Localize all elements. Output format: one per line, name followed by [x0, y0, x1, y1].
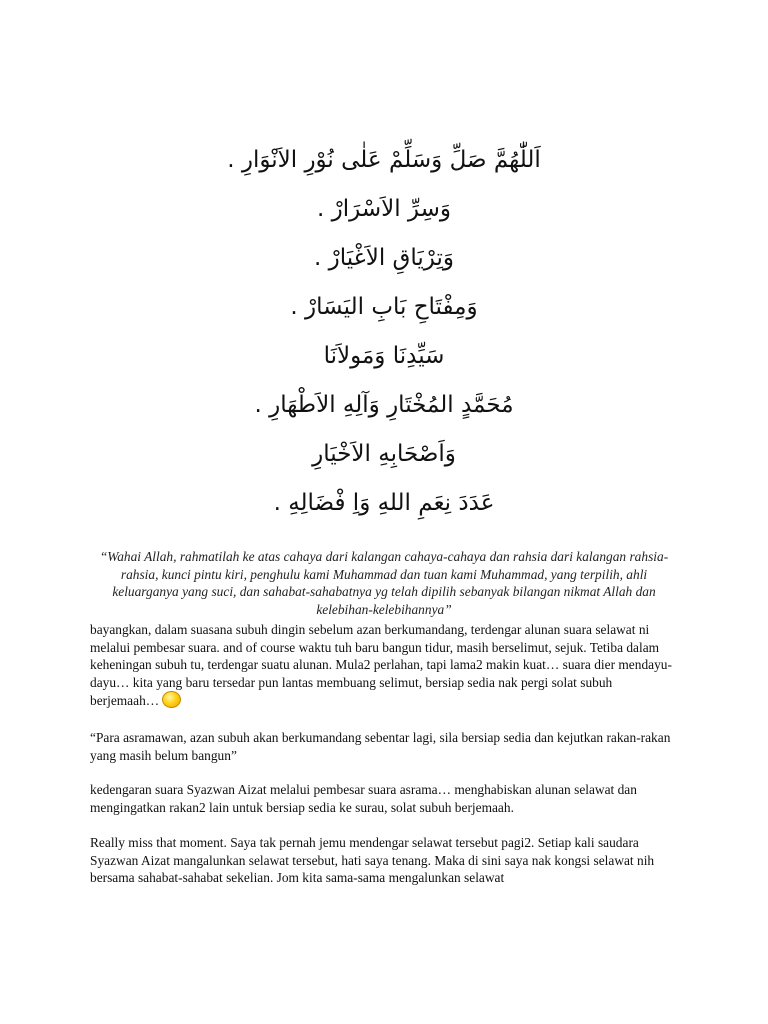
arabic-line-2: وَسِرِّ الاَسْرَارْ . — [317, 196, 451, 222]
arabic-line-5: سَيِّدِنَا وَمَولاَنَا — [323, 343, 445, 369]
malay-translation: “Wahai Allah, rahmatilah ke atas cahaya dari kalangan cahaya-cahaya dan rahsia dari kalangan rahsia-rahsia, kunci pintu kiri, penghulu kami Muhammad dan tuan kami Muhammad, yang terpilih, ahli keluarganya yang suci, dan sahabat-sahabatnya yg telah dipilih sebanyak bilangan nikmat Allah dan kelebihan-kelebihannya” — [99, 549, 669, 617]
smiley-emoji-icon — [162, 691, 181, 708]
paragraph-description: kedengaran suara Syazwan Aizat melalui pembesar suara asrama… menghabiskan alunan selawat dan mengingatkan rakan2 lain untuk bersiap sedia ke surau, solat subuh berjemaah. — [90, 782, 637, 815]
arabic-line-7: وَاَصْحَابِهِ الاَخْيَارِ — [312, 441, 456, 467]
paragraph-intro — [90, 621, 680, 710]
paragraph-intro-text: bayangkan, dalam suasana subuh dingin sebelum azan berkumandang, terdengar alunan suara selawat ni melalui pembesar suara. and of course waktu tuh baru bangun tidur, masih berselimut, sejuk. Tetiba dalam keheningan subuh tu, terdengar suatu alunan. Mula2 perlahan, tapi lama2 makin kuat… suara dier mendayu-dayu… kita yang baru tersedar pun lantas membuang selimut, bersiap sedia nak pergi solat subuh berjemaah… — [90, 622, 672, 708]
selawat-arabic-text — [140, 136, 628, 528]
arabic-line-8: عَدَدَ نِعَمِ اللهِ وَاِ فْضَالِهِ . — [273, 490, 495, 516]
arabic-line-6: مُحَمَّدٍ المُخْتَارِ وَآلِهِ الاَطْهَارِ . — [254, 392, 514, 418]
arabic-line-4: وَمِفْتَاحِ بَابِ اليَسَارْ . — [290, 294, 478, 320]
paragraph-closing: Really miss that moment. Saya tak pernah jemu mendengar selawat tersebut pagi2. Setiap kali saudara Syazwan Aizat mangalunkan selawat tersebut, hati saya tenang. Maka di sini saya nak kongsi selawat nih bersama sahabat-sahabat sekelian. Jom kita sama-sama mengalunkan selawat — [90, 835, 655, 885]
arabic-line-3: وَتِرْيَاقِ الاَغْيَارْ . — [314, 245, 454, 271]
arabic-line-1: اَللّٰهُمَّ صَلِّ وَسَلِّمْ عَلٰى نُوْرِ الاَنْوَارِ . — [227, 147, 541, 173]
paragraph-announcement: “Para asramawan, azan subuh akan berkumandang sebentar lagi, sila bersiap sedia dan kejutkan rakan-rakan yang masih belum bangun” — [90, 730, 671, 763]
